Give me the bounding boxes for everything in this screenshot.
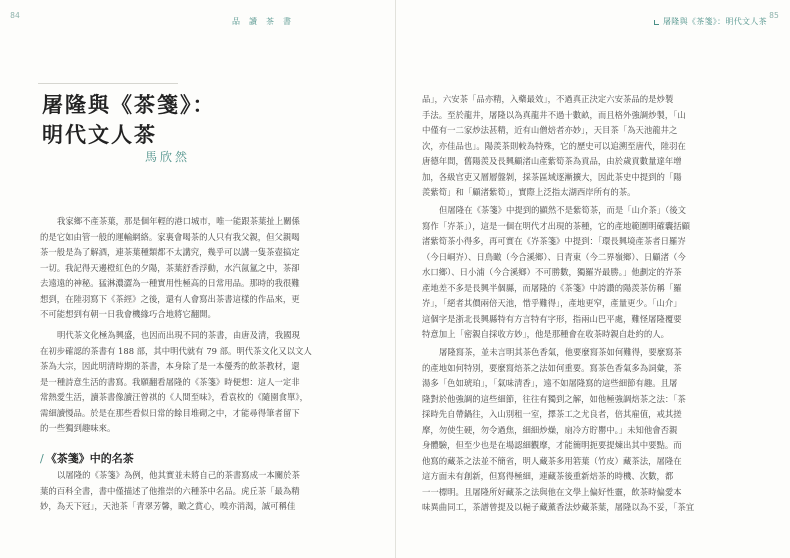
text-line: 以屠隆的《茶箋》為例，他其實並未將自己的茶書寫成一本關於茶: [57, 470, 300, 480]
text-line: 手法。至於龍井，屠隆以為真龍井不過十數畝，而且格外強調炒製，「山: [422, 109, 686, 120]
text-line: 產地差不多是長興半個縣，而屠隆的《茶箋》中誇讚的陽羨茶仿稱「羅: [422, 282, 682, 293]
article-title: [42, 90, 216, 150]
text-line: 明代茶文化極為興盛，也因而出現不同的茶書，由唐及清，我國現: [57, 330, 300, 340]
text-line: 身體驗，但至少也是在場認細觀摩，才能簡明扼要提煉出其中要點。而: [422, 440, 682, 450]
text-line: 唐德年間，舊陽羨及長興顧渚山產紫筍茶為貢品，由於歲貢數量達年增: [422, 156, 682, 166]
running-header-left: 品讀茶書: [232, 17, 300, 26]
paragraph-3: [40, 468, 358, 515]
text-line: 妙，為天下冠」，天池茶「青翠芳馨，瞰之賞心，嗅亦消渴，誠可稱佳: [40, 501, 296, 511]
text-line: 摩，勿使生硬，勿令過焦，細細炒燥，扇冷方貯罌中。」未知他會否親: [422, 424, 678, 435]
text-line: 常熱愛生活，讀茶書像讀汪曾祺的《人間至味》，看袁枚的《隨園食單》，: [40, 392, 308, 402]
paragraph-5: [422, 203, 742, 343]
text-line: 一切。我記得天邊橙紅色的夕陽，茶葉舒香浮動，水汽氤氳之中，茶卻: [40, 262, 300, 273]
text-line: 需細讀慢品。於是在那些看似日常的餘目堆砌之中，才能尋得筆者留下: [40, 407, 300, 418]
header-marker-icon: [654, 20, 659, 25]
text-line: 次，亦佳品也」。陽羨茶則較為特殊，它的歷史可以追溯至唐代，陸羽在: [422, 140, 686, 151]
text-line: 隆對於他強調的這些細節，往往有獨到之解，如他極強調焙茶之法：「茶: [422, 393, 686, 404]
text-line: 特意加上「密親自採收方妙」，他是那種會在收茶時親自赴約的人。: [422, 329, 670, 339]
text-line: 這個字是浙北長興縣特有方言特有字形，指兩山巴平處，難怪屠隆覆要: [422, 313, 682, 324]
text-line: 的一些獨到趣味來。: [40, 423, 116, 433]
text-line: 味異曲同工，茶譜曾提及以梔子藏薰香法炒藏茶葉，屠隆以為不妥，「茶宜: [422, 502, 695, 512]
text-line: 茶為大宗，因此明清時期的茶書，本身除了是一本優秀的飲茶教材，還: [40, 361, 300, 371]
text-line: 的產地如何特別，要麼寫焙茶之法如何重要。寫茶色香氣多為詞彙，茶: [422, 362, 682, 373]
text-line: 渚紫筍茶小得多，再可實在《岕茶箋》中提到：「環長興境產茶者日羅岕: [422, 236, 686, 246]
page-number-left: 84: [10, 11, 20, 20]
running-header-right: 屠隆與《茶箋》：明代文人茶: [654, 16, 767, 27]
text-line: 在初步確認的茶書有 188 部，其中明代就有 79 部。明代茶文化又以文人: [40, 345, 312, 356]
author-name: 馬欣然: [145, 150, 191, 164]
text-line: 不可能想到有朝一日我會機緣巧合地將它翻開。: [40, 309, 216, 319]
section-heading: / 《茶箋》中的名茶: [40, 452, 134, 465]
text-line: 我家鄉不產茶葉，那是個年輕的港口城市，唯一能跟茶葉扯上關係: [57, 216, 300, 226]
text-line: 屠隆寫茶，並未言明其茶色香氣，他要麼寫茶如何難得，要麼寫茶: [439, 347, 682, 357]
title-divider: [38, 83, 178, 84]
text-line: （今日峒岕）、日鳥瞰（今合溪鄉）、日青東（今二界嶺鄉）、日顧渚（今: [422, 251, 686, 262]
text-line: 茶一般是為了解酒，連茶葉種類都不太講究，幾乎可以講一隻茶壺搞定: [40, 247, 300, 257]
text-line: 品」，六安茶「品亦精，入藥最效」，不過真正決定六安茶品的是炒製: [422, 94, 674, 104]
text-line: 水口鄉）、日小浦（今合溪鄉）不可勝數，獨羅岕最勝。」他劃定的岕茶: [422, 267, 682, 277]
text-line: 湯多「色如琥珀」，「氣味清香」，遠不如屠隆寫的這些細節有趣。且屠: [422, 378, 678, 388]
text-line: 一一標明。且屠隆所好藏茶之法與他在文學上偏好性靈，飲茶時偏愛本: [422, 486, 682, 497]
right-page: [395, 0, 790, 558]
text-line: 他寫的藏茶之法並不簡省，明人藏茶多用箬葉（竹皮）藏茶法，屠隆在: [422, 455, 682, 466]
text-line: 加，各級官吏又層層盤剝，採茶區域逐漸擴大，因此茶史中提到的「陽: [422, 171, 682, 182]
text-line: 葉的百科全書，書中僅描述了他推崇的六種茶中名品。虎丘茶「最為精: [40, 485, 300, 496]
text-line: 岕」，「絕者其價兩倍天池，惜乎難得」，產地更窄，產量更少。「山介」: [422, 298, 682, 308]
text-line: 這方面未有創新，但寫得極細，連藏茶後重新焙茶的時機、次數，都: [422, 471, 674, 481]
page-number-right: 85: [769, 11, 779, 20]
paragraph-4: [422, 92, 742, 201]
paragraph-1: [40, 214, 358, 323]
text-line: 但屠隆在《茶箋》中提到的顯然不是紫筍茶，而是「山介茶」（後文: [439, 205, 687, 215]
text-line: 中僅有一二家炒法甚精，近有山僧焙者亦妙」，天目茶「為天池龍井之: [422, 125, 678, 135]
paragraph-2: [40, 328, 358, 437]
text-line: 的是它如由管一般的運輸網絡。家裏會喝茶的人只有我父親，但父親喝: [40, 231, 300, 242]
text-line: 是一種詩意生活的書寫。我願翻看屠隆的《茶箋》時便想：這人一定非: [40, 376, 300, 387]
section-marker-icon: /: [40, 452, 44, 465]
paragraph-6: [422, 345, 742, 516]
title-line-1: 屠隆與《茶箋》：: [42, 92, 216, 117]
text-line: 寫作「岕茶」），這是一個在明代才出現的茶種，它的產地範圍明確囊括顧: [422, 220, 690, 231]
text-line: 採時先自帶鍋往，入山別租一室，擇茶工之尤良者，倍其雇值，戒其搓: [422, 409, 682, 419]
text-line: 想到，在陸羽寫下《茶經》之後，還有人會寫出茶書這樣的作品來，更: [40, 293, 300, 304]
text-line: 去遠遠的神秘。猛淋濃澀為一種實用性極高的日常用品。那時的我很難: [40, 278, 300, 288]
title-line-2: 明代文人茶: [42, 122, 157, 147]
text-line: 羨紫筍」和「顧渚紫筍」，實際上泛指太湖西岸所有的茶。: [422, 187, 636, 197]
